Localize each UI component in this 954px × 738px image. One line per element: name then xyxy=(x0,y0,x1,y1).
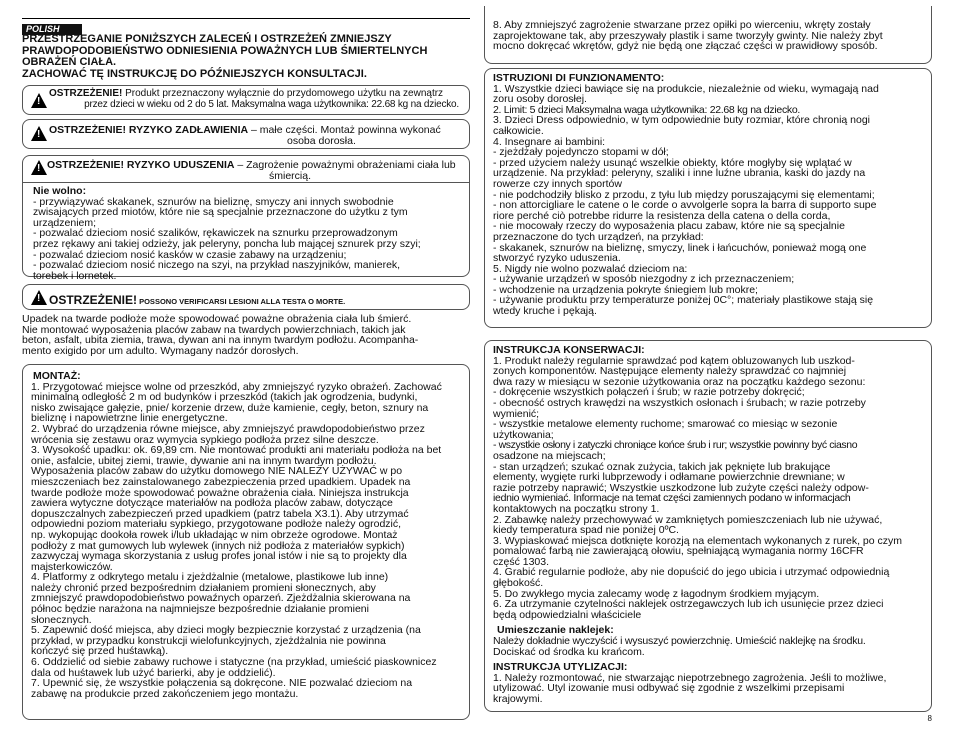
list-item: 2. Limit: 5 dzieci Maksymalna waga użytkownika: 22.68 kg na dziecko. xyxy=(493,103,801,116)
list-item: wtedy kruche i pękają. xyxy=(493,305,597,318)
list-item: - zjeżdżały pojedynczo stopami w dół; xyxy=(493,146,669,159)
list-item: 5. Nigdy nie wolno pozwalać dzieciom na: xyxy=(493,262,688,275)
warning-text xyxy=(49,89,443,100)
subsection-heading: INSTRUKCJA UTYLIZACJI: xyxy=(493,661,628,674)
intro-line: PRAWDOPODOBIEŃSTWO ODNIESIENIA POWAŻNYCH LUB ŚMIERTELNYCH xyxy=(22,44,428,57)
section-heading: INSTRUKCJA KONSERWACJI: xyxy=(493,344,645,356)
warning-label: OSTRZEŻENIE! RYZYKO UDUSZENIA xyxy=(47,159,235,171)
warning-label: OSTRZEŻENIE! xyxy=(49,88,123,99)
warning-text xyxy=(49,125,441,136)
list-item: 6. Oddzielić od siebie zabawy ruchowe i statyczne (na przykład, umieścić piaskownicez xyxy=(31,656,437,669)
list-item: - non attorcigliare le catene o le corde o avvolgerle sopra la barra di supporto supe xyxy=(493,199,877,212)
list-item: 5. Do zwykłego mycia zalecamy wodę z łagodnym środkiem myjącym. xyxy=(493,587,820,600)
assembly-list xyxy=(31,371,442,699)
list-item: - używanie urządzeń w sposób niezgodny z ich przeznaczeniem; xyxy=(493,273,795,286)
section-heading: ISTRUZIONI DI FUNZIONAMENTO: xyxy=(493,72,665,84)
list-item: 4. Grabić regularnie podłoże, aby nie dopuścić do jego ubicia i utrzymać odpowiednią xyxy=(493,566,890,579)
list-item: użytkowania; xyxy=(493,428,554,441)
list-item: np. wykopując dookoła rowek i/lub układając w nim obrzeże ogrodowe. Montaż xyxy=(31,528,398,541)
list-item: rowerze czy innych sportów xyxy=(493,177,622,190)
list-item: 1. Przygotować miejsce wolne od przeszkód, aby zmniejszyć ryzyko obrażeń. Zachować xyxy=(31,380,442,393)
prohibited-list xyxy=(33,186,421,281)
list-item: - stan urządzeń; szukać oznak zużycia, takich jak pęknięte lub brakujące xyxy=(493,460,831,473)
language-label: POLISH xyxy=(22,24,82,35)
warning-text xyxy=(49,291,345,309)
intro-heading xyxy=(22,34,462,80)
paragraph-line: 1. Należy rozmontować, nie stwarzając niepotrzebnego zagrożenia. Jeśli to możliwe, xyxy=(493,671,887,684)
list-item: 4. Platformy z odkrytego metalu i zjeżdżalnie (metalowe, plastikowe lub inne) xyxy=(31,571,389,584)
language-tag xyxy=(22,18,470,34)
list-item: - nie mocowały rzeczy do wyposażenia placu zabaw, które nie są specjalnie xyxy=(493,220,845,233)
intro-line: ZACHOWAĆ TĘ INSTRUKCJĘ DO PÓŹNIEJSZYCH KONSULTACJI. xyxy=(22,67,367,80)
paragraph-line: Nie montować wyposażenia placów zabaw na twardych powierzchniach, takich jak xyxy=(22,323,406,336)
warning-icon xyxy=(31,126,47,141)
warning-box-fall xyxy=(22,284,470,310)
list-item: zaprojektowane tak, aby przeszywały plastik i same tworzyły gwinty. Nie należy zbyt xyxy=(493,29,883,42)
list-item: podłoży z mat gumowych lub wylewek (innych niż podłoża z materiałów sypkich) xyxy=(31,539,405,552)
list-item: - skakanek, sznurów na bieliznę, smyczy, linek i łańcuchów, ponieważ mogą one xyxy=(493,241,867,254)
assembly-section xyxy=(22,364,470,720)
list-item: odpowiedni poziom materiału sypkiego, przygotowane podłoże należy ogrodzić, xyxy=(31,518,402,531)
list-item: - wszystkie metalowe elementy ruchome; smarować co miesiąc w sezonie xyxy=(493,418,838,431)
paragraph-line: beton, asfalt, ubita ziemia, trawa, dywan ani na innym twardym podłożu. Acompanha- xyxy=(22,334,419,347)
fall-warning-text xyxy=(22,314,418,356)
list-item: mieszczeniach bez zainstalowanego zabezpieczenia przed upadkiem. Upadek na xyxy=(31,475,411,488)
list-item: północ będzie narażona na najmniejsze bezpośrednie działanie promieni xyxy=(31,603,369,616)
list-item: zawiera wytyczne dotyczące materiałów na podłoża placów zabaw, dotyczące xyxy=(31,497,393,510)
operating-list xyxy=(493,73,879,317)
list-item: - wszystkie osłony i zatyczki chroniące końce śrub i rur; wszystkie powinny być ciasno xyxy=(493,439,858,452)
list-item: całkowicie. xyxy=(493,124,544,137)
warning-label: OSTRZEŻENIE! RYZYKO ZADŁAWIENIA xyxy=(49,124,249,136)
list-item: - pozwalać dzieciom nosić niczego na szyi, na przykład naszyjników, manierek, xyxy=(33,259,401,272)
warning-box-usage xyxy=(22,85,470,115)
list-item: słonecznych. xyxy=(31,613,92,626)
paragraph-line: Upadek na twarde podłoże może spowodować poważne obrażenia ciała lub śmierć. xyxy=(22,313,412,325)
list-item: 2. Wybrać do urządzenia równe miejsce, aby zmniejszyć prawdopodobieństwo przez xyxy=(31,422,425,435)
list-item: zwisających przed miotów, które nie są specjalnie przeznaczone do użytku z tym xyxy=(33,206,408,219)
list-item: 2. Zabawkę należy przechowywać w zamkniętych pomieszczeniach lub nie używać, xyxy=(493,513,883,526)
list-item: wrócenia się zestawu oraz wymycia sypkiego podłoża przez silne deszcze. xyxy=(31,433,379,446)
list-item: nisko zwisające gałęzie, pnie/ korzenie drzew, duże kamienie, cegły, beton, sznury na xyxy=(31,401,429,414)
warning-small-caps: POSSONO VERIFICARSI LESIONI ALLA TESTA O MORTE. xyxy=(137,297,346,306)
list-item: stworzyć ryzyko uduszenia. xyxy=(493,252,621,265)
intro-line: PRZESTRZEGANIE PONIŻSZYCH ZALECEŃ I OSTRZEŻEŃ ZMNIEJSZY xyxy=(22,33,392,45)
list-item: kończyć się przed huśtawką). xyxy=(31,645,169,658)
list-item: torebek i lornetek. xyxy=(33,269,117,282)
list-item: dwa razy w miesiącu w sezonie użytkowania oraz na początku każdego sezonu: xyxy=(493,375,866,388)
list-heading: Nie wolno: xyxy=(33,185,87,197)
list-item: 4. Insegnare ai bambini: xyxy=(493,135,606,148)
list-item: urządzeniem; xyxy=(33,216,97,229)
list-item: twarde podłoże może spowodować poważne obrażenia ciała. Niniejsza instrukcja xyxy=(31,486,409,499)
list-item: - pozwalać dzieciom nosić kasków w czasie zabawy na urządzeniu; xyxy=(33,248,347,261)
list-item: razie potrzeby naprawić; Wszystkie uszkodzone lub zużyte części należy odpow- xyxy=(493,481,869,494)
list-item: - używanie produktu przy temperaturze poniżej 0C°; materiały plastikowe stają się xyxy=(493,294,874,307)
assembly-continued xyxy=(484,6,932,64)
list-item: bieliznę i napowietrzne linie energetyczne. xyxy=(31,412,228,425)
warning-line: osoba dorosła. xyxy=(287,135,356,147)
maintenance-list xyxy=(493,345,902,705)
list-item: wymienić; xyxy=(493,407,540,420)
list-item: onie, asfalcie, ubitej ziemi, trawie, dywanie ani na innym twardym podłożu. xyxy=(31,454,377,467)
list-item: iednio wymieniać. Informacje na temat części zamiennych podano w informacjach xyxy=(493,492,851,505)
list-item: 8. Aby zmniejszyć zagrożenie stwarzane przez opiłki po wierceniu, wkręty zostały xyxy=(493,19,871,31)
list-item: zabawę na produkcie przed zakończeniem jego montażu. xyxy=(31,687,299,700)
list-item: zonych komponentów. Następujące elementy należy sprawdzać co najmniej xyxy=(493,365,847,378)
list-item: przeznaczone do tych urządzeń, na przykład: xyxy=(493,230,704,243)
list-item: należy chronić przed bezpośrednim działaniem promieni słonecznych, aby xyxy=(31,581,376,594)
list-item: głębokość. xyxy=(493,577,544,590)
list-item: 3. Dzieci Dress odpowiednio, w tym odpowiednie buty rozmiar, które chronią nogi xyxy=(493,114,871,127)
list-item: część 1303. xyxy=(493,555,550,568)
warning-icon xyxy=(31,93,47,108)
intro-line: OBRAŻEŃ CIAŁA. xyxy=(22,56,117,68)
list-item: 1. Wszystkie dzieci bawiące się na produkcie, niezależnie od wieku, wymagają nad xyxy=(493,82,879,95)
list-item: - nie podchodziły blisko z przodu, z tyłu lub między poruszającymi się elementami; xyxy=(493,188,875,201)
list-item: 3. Wysokość upadku: ok. 69,89 cm. Nie montować produkti ani materiału podłoża na bet xyxy=(31,444,442,457)
subsection-heading: Umieszczanie naklejek: xyxy=(497,624,614,637)
list-item: 5. Zapewnić dość miejsca, aby dzieci mogły bezpiecznie korzystać z urządzenia (na xyxy=(31,624,421,637)
list-item: osadzone na miejscach; xyxy=(493,449,606,462)
list-item: minimalną odległość 2 m od budynków i przeszkód (takich jak ogrodzenia, budynki, xyxy=(31,391,418,404)
list-item: zmniejszyć prawdopodobieństwo powaźnych oparzeń. Zjeżdżalnia skierowana na xyxy=(31,592,411,605)
warning-label: OSTRZEŻENIE! xyxy=(49,293,138,307)
warning-line: przez dzieci w wieku od 2 do 5 lat. Maksymalna waga użytkownika: 22.68 kg na dziecko. xyxy=(84,99,459,110)
warning-icon xyxy=(31,290,47,305)
list-item: kontaktowych na początku strony 1. xyxy=(493,502,660,515)
list-item: urządzenie. Na przykład: peleryny, szaliki i inne luźne ubrania, kaski do jazdy na xyxy=(493,167,866,180)
list-item: - dokręcenie wszystkich połączeń i śrub; w razie potrzeby dokręcić; xyxy=(493,386,805,399)
list-item: 7. Upewnić się, że wszystkie połączenia są dokręcone. NIE pozwalać dzieciom na xyxy=(31,677,413,690)
warning-line: – Zagrożenie poważnymi obrażeniami ciała lub xyxy=(234,159,456,171)
list-item: mocno dokręcać wkrętów, gdyż nie będą one złączać części w prawidłowy sposób. xyxy=(493,40,878,53)
page-number: 8 xyxy=(927,714,932,723)
list-item: - przywiązywać skakanek, sznurów na bieliznę, smyczy ani innych swobodnie xyxy=(33,195,394,208)
warning-box-strangulation xyxy=(22,155,470,282)
list-item: Wyposażenia placów zabaw do użytku domowego NIE NALEŻY UŻYWAĆ w po xyxy=(31,465,403,478)
list-item: - przed użyciem należy usunąć wszelkie obiekty, które mogłyby się wplątać w xyxy=(493,156,852,169)
list-item: riore perché ciò potrebbe ridurre la resistenza della catena o della corda, xyxy=(493,209,831,222)
list-item: dopuszczalnych zabezpieczeń przed upadkiem (patrz tabela X3.1). Aby utrzymać xyxy=(31,507,409,520)
warning-text xyxy=(47,160,456,171)
list-item: 3. Wypiaskować miejsca dotknięte korozją na elementach wykonanych z rurek, po czym xyxy=(493,534,903,547)
paragraph-line: Dociskać od środka ku krańcom. xyxy=(493,645,645,658)
list-item: 6. Za utrzymanie czytelności naklejek ostrzegawczych lub ich usunięcie przez dzieci xyxy=(493,598,884,611)
warning-line: – małe części. Montaż powinna wykonać xyxy=(248,124,441,136)
list-item: majsterkowiczów. xyxy=(31,560,113,573)
paragraph-line: krajowymi. xyxy=(493,693,543,705)
warning-box-choking xyxy=(22,119,470,149)
divider xyxy=(23,182,469,183)
warning-line: Produkt przeznaczony wyłącznie do przydomowego użytku na zewnątrz xyxy=(122,88,444,99)
maintenance-section xyxy=(484,340,932,712)
list-item: elementy, wygięte rurki lubprzewody i odłamane powierzchnie drewniane; w xyxy=(493,471,845,484)
assembly-list xyxy=(493,20,883,52)
list-item: 1. Produkt należy regularnie sprawdzać pod kątem obluzowanych lub uszkod- xyxy=(493,354,855,367)
paragraph-line: mento exigido por um adulto. Wymagany nadzór dorosłych. xyxy=(22,344,299,357)
list-item: - pozwalać dzieciom nosić szalików, rękawiczek na sznurku przeprowadzonym xyxy=(33,227,398,240)
list-item: przez rękawy ani takiej odzieży, jak peleryny, poncha lub mającej sznurek przy szyi; xyxy=(33,237,421,250)
list-item: - obecność ostrych krawędzi na wszystkich osłonach i śrubach; w razie potrzeby xyxy=(493,396,866,409)
paragraph-line: utylizować. Utyl izowanie musi odbywać się zgodnie z wszelkimi przepisami xyxy=(493,682,845,695)
warning-icon xyxy=(31,160,47,175)
warning-line: śmiercią. xyxy=(269,170,312,182)
paragraph-line: Należy dokładnie wyczyścić i wysuszyć powierzchnię. Umieścić naklejkę na środku. xyxy=(493,635,866,648)
list-item: kiedy temperatura spad nie poniżej 0ºC. xyxy=(493,524,679,537)
list-item: - wchodzenie na urządzenia pokryte śniegiem lub mokre; xyxy=(493,283,758,296)
section-heading: MONTAŻ: xyxy=(33,370,81,382)
list-item: przykład, w przypadku konstrukcji wielofunkcyjnych, zjeżdżalnia nie powinna xyxy=(31,634,386,647)
list-item: dala od huśtawek lub użyć barierki, aby je oddzielić). xyxy=(31,666,276,679)
list-item: zoru osoby dorosłej. xyxy=(493,93,587,106)
operating-instructions-section xyxy=(484,68,932,328)
list-item: zazwyczaj wymaga skorzystania z usług profes jonal istów i nie są to projekty dla xyxy=(31,550,407,563)
list-item: pomalować farbą nie zawierającą ołowiu, spełniającą wymagania normy 16CFR xyxy=(493,545,864,558)
list-item: będą odpowiedzialni właściciele xyxy=(493,608,642,621)
